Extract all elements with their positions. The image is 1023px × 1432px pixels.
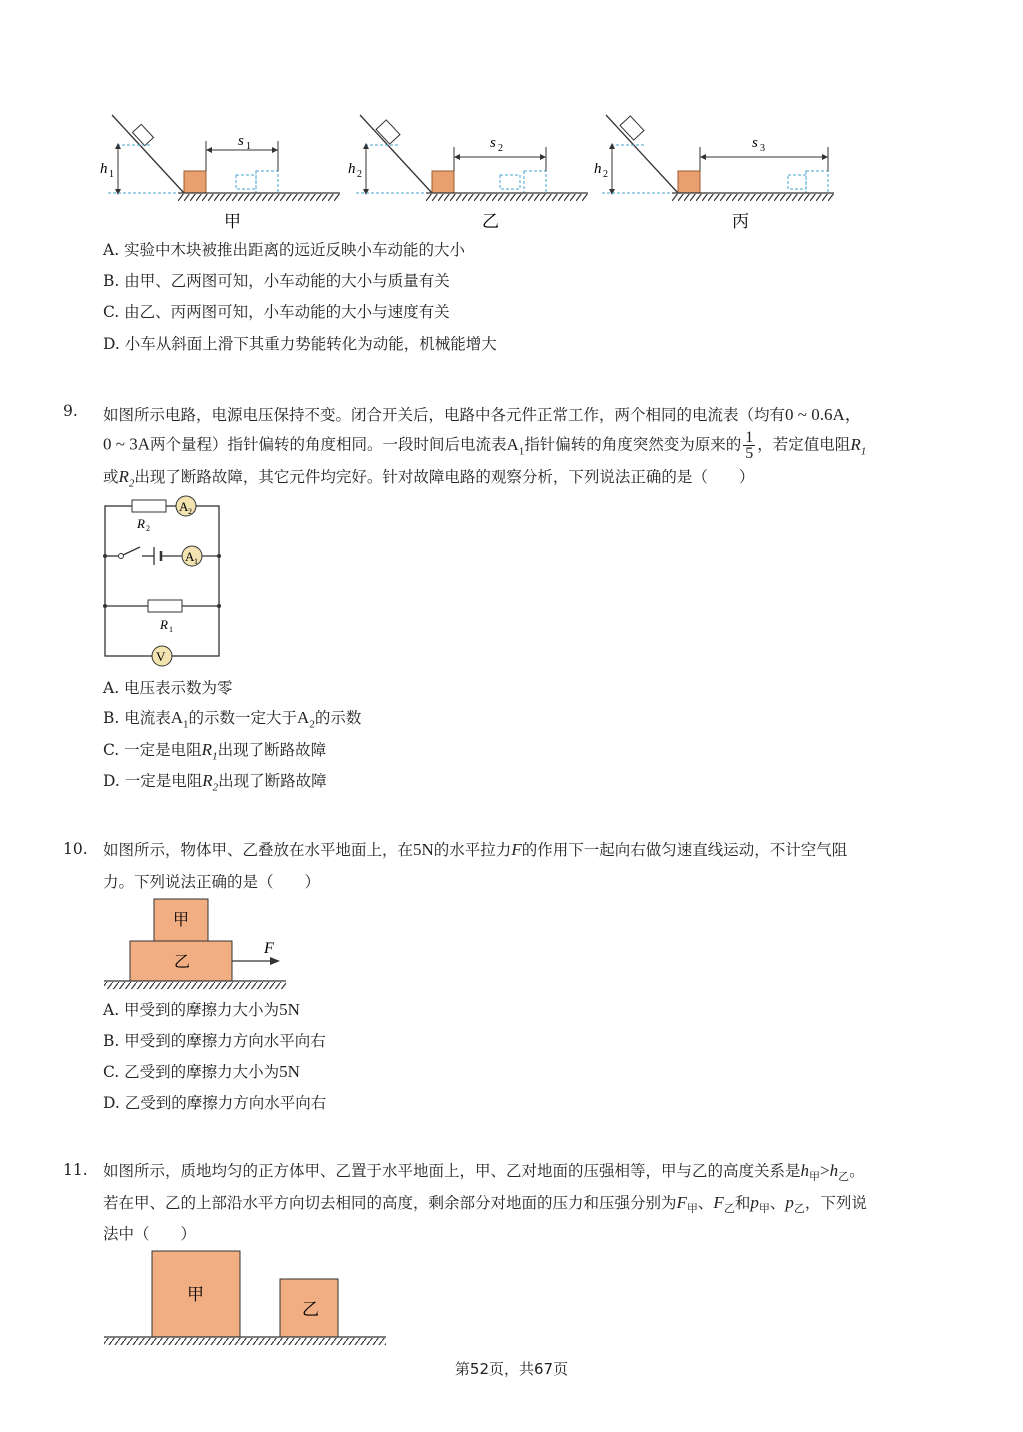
q10-option-a: A. 甲受到的摩擦力大小为5N: [103, 1000, 300, 1019]
q9-fraction: $\frac{1}{5}$: [745, 429, 754, 462]
ramp-figure-jia: [100, 115, 340, 231]
svg-text:R: R: [137, 516, 145, 531]
q9-line3-text: 出现了断路故障，其它元件均完好。针对故障电路的观察分析，下列说法正确的是（ ）: [134, 468, 755, 486]
s1-label: s: [238, 133, 244, 149]
page-footer: 第52页，共67页: [454, 1360, 569, 1378]
s3-label: s: [752, 135, 758, 151]
h2-sub: 2: [357, 169, 362, 180]
q10-line1: 如图所示，物体甲、乙叠放在水平地面上，在5N的水平拉力F的作用下一起向右做匀速直线运动，不计空气阻: [103, 840, 848, 859]
s1-sub: 1: [246, 141, 251, 152]
q9-circuit-diagram: [96, 490, 236, 672]
h2-label-bing: h: [594, 161, 602, 177]
fig-label-yi: 乙: [482, 212, 499, 231]
fig-label-bing: 丙: [732, 212, 749, 231]
q9-or: 或: [103, 468, 119, 486]
q8-option-b: B. 由甲、乙两图可知，小车动能的大小与质量有关: [103, 272, 450, 290]
q11-number: 11.: [63, 1161, 88, 1179]
q9-line1-text: 如图所示电路，电源电压保持不变。闭合开关后，电路中各元件正常工作，两个相同的电流表（均有: [103, 406, 786, 424]
q10-option-d: D. 乙受到的摩擦力方向水平向右: [103, 1094, 327, 1112]
q9-range2: 0 ~ 3A: [103, 434, 150, 454]
q9-option-a: A. 电压表示数为零: [103, 679, 233, 697]
svg-text:1: 1: [194, 557, 198, 566]
q10-figure: [100, 895, 290, 995]
svg-text:A: A: [185, 549, 195, 564]
q9-r2-symbol: $R_2$: [118, 467, 135, 490]
q9-line1: [103, 400, 862, 425]
ramp-figure-yi: [348, 115, 588, 231]
q11-cube-right: 乙: [302, 1300, 319, 1319]
q9-line2-text3: ，若定值电阻: [757, 435, 851, 454]
q10-line2: 力。下列说法正确的是（ ）: [103, 873, 321, 891]
q11-figure: [100, 1245, 392, 1349]
q10-force-label: F: [264, 940, 274, 957]
q10-block-top: 甲: [173, 912, 190, 929]
s3-sub: 3: [760, 143, 765, 154]
q9-line2: [103, 430, 866, 461]
h1-sub: 1: [109, 169, 114, 180]
q9-line2-text2: 指针偏转的角度突然变为原来的: [524, 435, 742, 454]
svg-text:2: 2: [188, 507, 192, 516]
svg-text:R: R: [160, 617, 168, 632]
svg-text:1: 1: [169, 625, 173, 634]
q10-block-bottom: 乙: [174, 954, 191, 971]
svg-text:2: 2: [146, 524, 150, 533]
q8-figure: [100, 105, 840, 235]
s2-sub: 2: [498, 143, 503, 154]
q11-line1: 如图所示，质地均匀的正方体甲、乙置于水平地面上，甲、乙对地面的压强相等，甲与乙的高度关系是$h_甲>h_乙$。: [103, 1161, 865, 1184]
h2-sub-bing: 2: [603, 169, 608, 180]
q9-number: 9.: [63, 402, 78, 420]
q11-cube-left: 甲: [187, 1285, 204, 1304]
q11-line2: 若在甲、乙的上部沿水平方向切去相同的高度，剩余部分对地面的压力和压强分别为$F_甲$、$F_乙$和$p_甲$、$p_乙$，下列说: [103, 1193, 867, 1216]
s2-label: s: [490, 135, 496, 151]
q10-option-b: B. 甲受到的摩擦力方向水平向右: [103, 1032, 326, 1050]
q8-option-d: D. 小车从斜面上滑下其重力势能转化为动能，机械能增大: [103, 335, 497, 353]
q10-number: 10.: [63, 840, 88, 858]
q9-line2-text: 两个量程）指针偏转的角度相同。一段时间后电流表: [149, 435, 507, 454]
q11-line3: 法中（ ）: [103, 1225, 197, 1243]
ramp-figure-bing: [594, 115, 834, 231]
svg-text:A: A: [179, 499, 189, 514]
fig-label-jia: 甲: [224, 212, 241, 231]
q9-option-c: C. 一定是电阻$R_1$出现了断路故障: [103, 740, 327, 763]
q10-option-c: C. 乙受到的摩擦力大小为5N: [103, 1062, 300, 1081]
q8-option-c: C. 由乙、丙两图可知，小车动能的大小与速度有关: [103, 303, 450, 321]
q9-line3: [103, 465, 754, 489]
h1-label: h: [100, 161, 108, 177]
h2-label: h: [348, 161, 356, 177]
q9-range1: 0 ~ 0.6A，: [785, 405, 862, 424]
svg-text:V: V: [156, 649, 166, 664]
q9-option-d: D. 一定是电阻$R_2$出现了断路故障: [103, 771, 327, 794]
q9-a1-symbol: $A_1$: [506, 434, 525, 457]
q8-option-a: A. 实验中木块被推出距离的远近反映小车动能的大小: [103, 241, 466, 259]
q9-option-b: B. 电流表$A_1$的示数一定大于$A_2$的示数: [103, 708, 362, 731]
q9-r1-symbol: $R_1$: [850, 434, 867, 457]
